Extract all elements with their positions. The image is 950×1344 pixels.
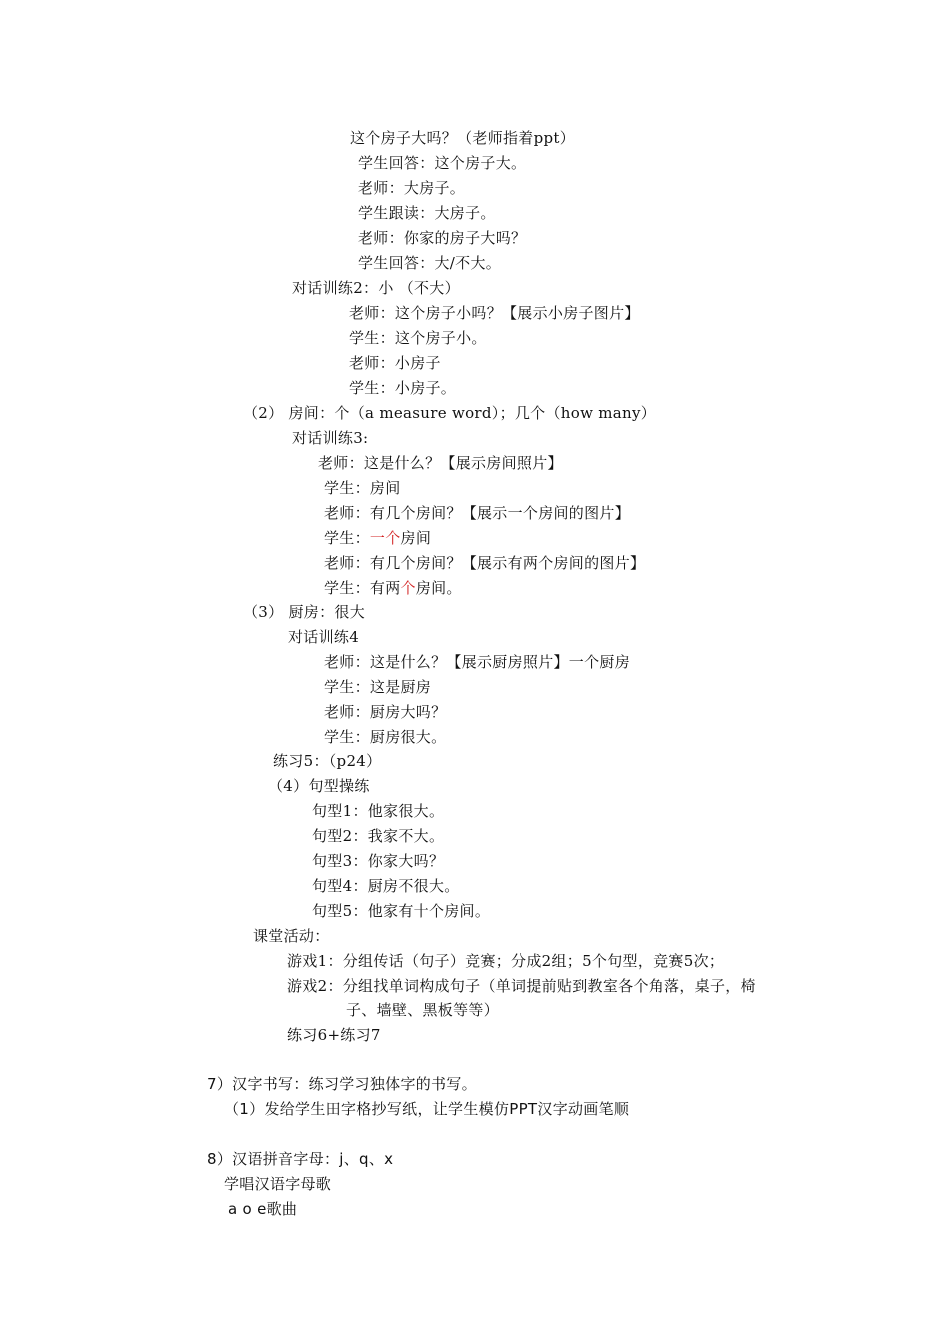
text-line: 老师：这是什么？【展示厨房照片】一个厨房 (324, 653, 631, 671)
text-segment: 房间。 (415, 579, 462, 597)
sentence-pattern: 句型3：你家大吗？ (312, 852, 445, 870)
dialogue-heading: 对话训练3: (292, 429, 369, 447)
text-line: 学生回答：大/不大。 (358, 254, 502, 272)
sentence-pattern: 句型5：他家有十个房间。 (312, 902, 491, 920)
text-line-highlighted (324, 578, 462, 598)
highlighted-measure-word: 个 (400, 579, 416, 597)
text-line: 学生：房间 (324, 479, 401, 497)
text-line-highlighted (324, 528, 431, 548)
section-heading: （2） 房间：个（a measure word）；几个（how many） (243, 404, 657, 422)
activity-item: 游戏2：分组找单词构成句子（单词提前贴到教室各个角落，桌子，椅 (287, 977, 756, 995)
text-line: 学生：厨房很大。 (324, 728, 447, 746)
text-line: 老师：厨房大吗？ (324, 703, 447, 721)
text-line: 学生回答：这个房子大。 (358, 154, 527, 172)
sentence-pattern: 句型4：厨房不很大。 (312, 877, 460, 895)
text-segment: 学生： (324, 529, 370, 547)
text-line: 老师：有几个房间？【展示一个房间的图片】 (324, 504, 631, 522)
section-heading: （4）句型操练 (268, 777, 370, 795)
text-line: 学生：小房子。 (349, 379, 457, 397)
text-line: （1）发给学生田字格抄写纸，让学生模仿PPT汉字动画笔顺 (224, 1100, 630, 1118)
text-line: 老师：这个房子小吗？【展示小房子图片】 (349, 304, 640, 322)
sentence-pattern: 句型2：我家不大。 (312, 827, 445, 845)
section-heading: 7）汉字书写：练习学习独体字的书写。 (207, 1075, 477, 1093)
text-line: 学生跟读：大房子。 (358, 204, 496, 222)
text-line: 学生：这个房子小。 (349, 329, 487, 347)
section-heading: （3） 厨房：很大 (243, 603, 366, 621)
text-segment: 学生：有两 (324, 579, 401, 597)
highlighted-measure-word: 一个 (369, 529, 401, 547)
text-line: 学生：这是厨房 (324, 678, 432, 696)
text-line: a o e歌曲 (228, 1200, 298, 1218)
dialogue-heading: 对话训练2：小 （不大） (292, 279, 460, 297)
activity-item: 游戏1：分组传话（句子）竞赛；分成2组；5个句型，竞赛5次； (287, 952, 725, 970)
text-line: 这个房子大吗？（老师指着ppt） (350, 129, 576, 147)
text-line: 老师：这是什么？【展示房间照片】 (318, 454, 563, 472)
text-line: 老师：大房子。 (358, 179, 466, 197)
activity-item-continued: 子、墙壁、黑板等等） (346, 1001, 500, 1019)
exercise-line: 练习5：（p24） (273, 752, 382, 770)
text-line: 学唱汉语字母歌 (224, 1175, 332, 1193)
text-line: 老师：小房子 (349, 354, 441, 372)
text-line: 老师：你家的房子大吗？ (358, 229, 527, 247)
exercise-line: 练习6+练习7 (287, 1026, 381, 1044)
text-segment: 房间 (400, 529, 432, 547)
sentence-pattern: 句型1：他家很大。 (312, 802, 445, 820)
text-line: 老师：有几个房间？【展示有两个房间的图片】 (324, 554, 646, 572)
section-heading: 8）汉语拼音字母：j、q、x (207, 1150, 394, 1168)
activity-heading: 课堂活动： (253, 927, 330, 945)
dialogue-heading: 对话训练4 (288, 628, 360, 646)
